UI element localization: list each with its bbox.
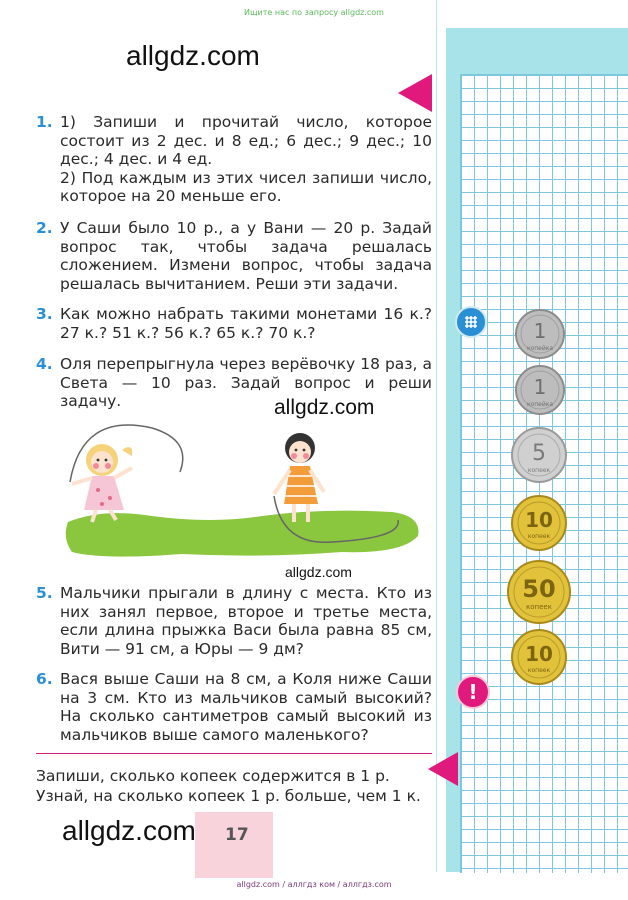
task-number: 5.	[36, 584, 53, 602]
coin-10-kopecks-icon	[510, 494, 568, 552]
svg-text:1: 1	[533, 319, 547, 343]
task-2	[36, 219, 432, 293]
coin-50-kopecks-icon	[506, 559, 572, 625]
watermark-middle: allgdz.com	[274, 396, 375, 419]
coin-1-kopeck-icon	[514, 308, 566, 360]
jump-rope-illustration	[62, 420, 432, 562]
task-5	[36, 584, 432, 658]
task-number: 3.	[36, 305, 53, 323]
grid-icon	[455, 306, 487, 338]
footer-note: allgdz.com / аллгдз ком / аллгдз.com	[236, 880, 392, 889]
watermark-top: allgdz.com	[126, 40, 260, 71]
svg-text:копеек: копеек	[527, 533, 551, 540]
task-3-text: Как можно набрать такими монетами 16 к.? 27 к.? 51 к.? 56 к.? 65 к.? 70 к.?	[60, 305, 432, 342]
task-1	[36, 113, 432, 206]
svg-text:50: 50	[522, 575, 556, 603]
svg-text:10: 10	[525, 508, 553, 532]
top-search-note: Ищите нас по запросу allgdz.com	[244, 8, 384, 17]
svg-text:10: 10	[525, 642, 553, 666]
svg-text:копеек: копеек	[526, 603, 552, 611]
task-2-text: У Саши было 10 р., а у Вани — 20 р. Задай вопрос так, чтобы задача решалась сложением. Измени вопрос, чтобы задача решалась вычитанием. Реши эти задачи.	[60, 219, 432, 293]
grass	[66, 511, 419, 557]
page-number: 17	[225, 825, 249, 845]
page-number-box	[195, 812, 273, 878]
task-6	[36, 670, 432, 744]
svg-text:1: 1	[533, 375, 547, 399]
svg-text:копейка: копейка	[526, 401, 554, 408]
girl-right	[274, 433, 324, 522]
bottom-task-line-2: Узнай, на сколько копеек 1 р. больше, чем 1 к.	[36, 787, 421, 805]
pink-triangle-marker-icon	[398, 74, 432, 112]
task-1-part-2: 2) Под каждым из этих чисел запиши число, которое на 20 меньше его.	[60, 168, 432, 206]
task-5-text: Мальчики прыгали в длину с места. Кто из них занял первое, второе и третье места, если длина прыжка Васи была равна 85 см, Вити — 91 см, а Юры — 9 дм?	[60, 584, 432, 658]
svg-text:копеек: копеек	[527, 667, 551, 674]
bottom-task-line-1: Запиши, сколько копеек содержится в 1 р.	[36, 767, 390, 785]
task-6-text: Вася выше Саши на 8 см, а Коля ниже Саши на 3 см. Кто из мальчиков самый высокий? На сколько сантиметров самый высокий из мальчиков выше самого маленького?	[60, 670, 432, 744]
task-1-part-1: 1) Запиши и прочитай число, которое состоит из 2 дес. и 8 ед.; 6 дес.; 9 дес.; 10 дес.; 4 дес. и 4 ед.	[60, 113, 432, 169]
page-divider	[436, 0, 437, 872]
warning-icon: !	[456, 675, 490, 709]
svg-text:5: 5	[532, 441, 546, 466]
svg-text:копейка: копейка	[526, 345, 554, 352]
task-number: 4.	[36, 355, 53, 373]
coin-1-kopeck-icon	[514, 364, 566, 416]
task-number: 6.	[36, 670, 53, 688]
watermark-footer: allgdz.com	[62, 815, 196, 846]
question-marker-icon: ?	[428, 752, 458, 786]
coin-10-kopecks-icon	[510, 628, 568, 686]
coin-5-kopecks-icon	[510, 426, 568, 484]
task-number: 2.	[36, 219, 53, 237]
task-4-text: Оля перепрыгнула через верёвочку 18 раз, а Света — 10 раз. Задай вопрос и реши задачу.	[60, 355, 432, 411]
task-number: 1.	[36, 113, 53, 131]
section-divider	[36, 753, 432, 754]
rope-left	[70, 425, 183, 482]
bottom-task	[36, 766, 428, 806]
svg-text:копеек: копеек	[527, 467, 551, 474]
watermark-small: allgdz.com	[285, 564, 352, 580]
task-3	[36, 305, 432, 342]
girl-left	[72, 444, 132, 522]
